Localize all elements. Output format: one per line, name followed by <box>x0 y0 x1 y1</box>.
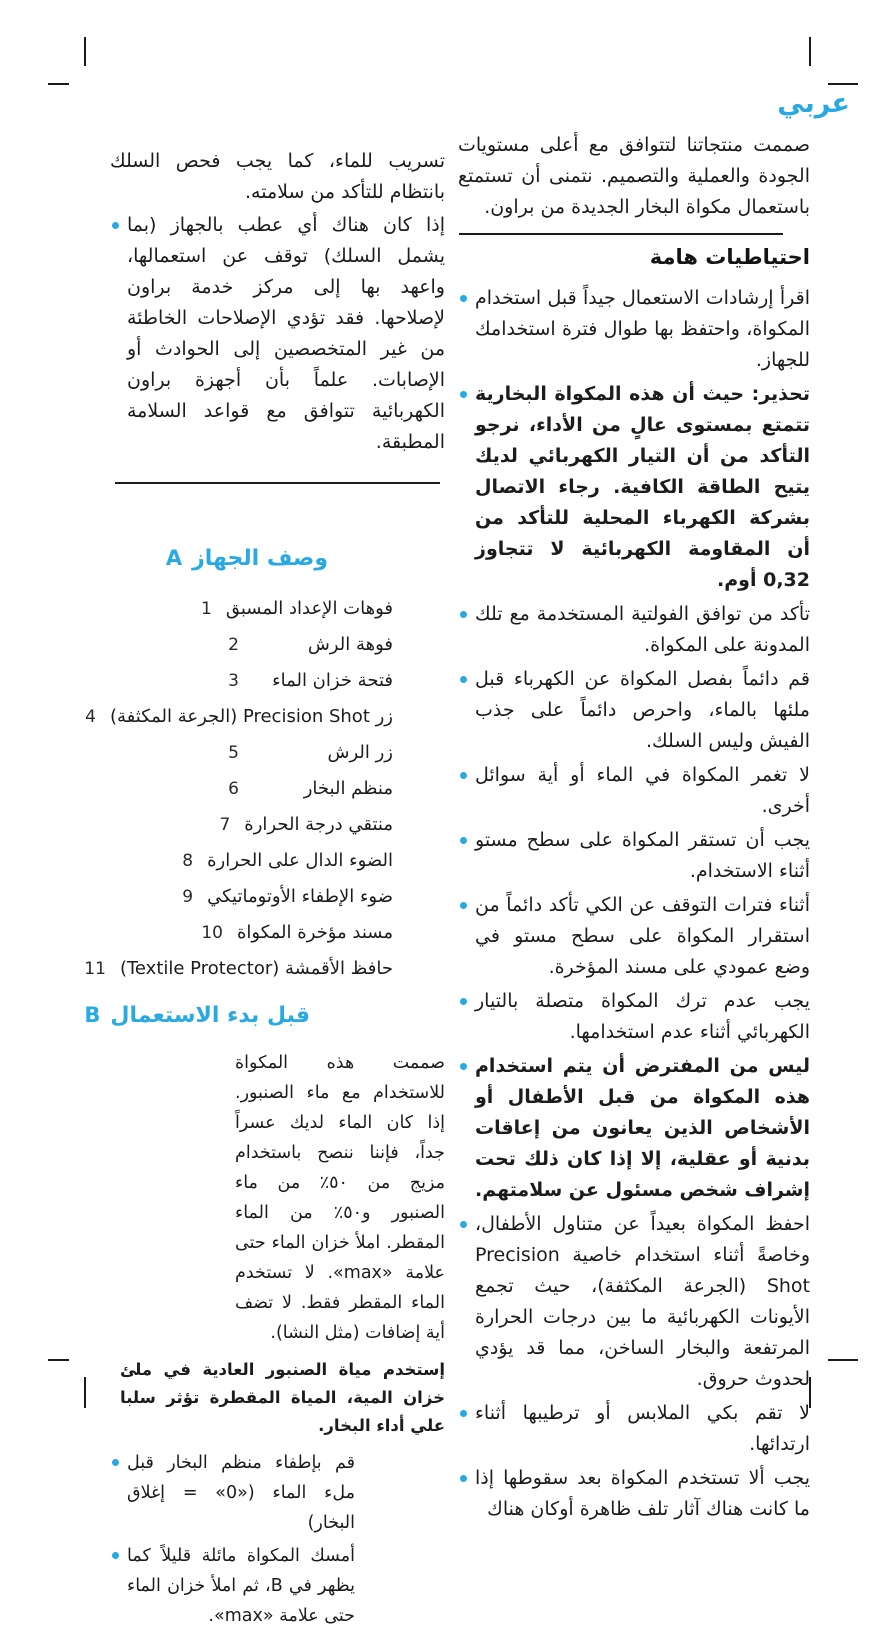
device-parts-list <box>84 591 393 987</box>
device-part-number: 2 <box>228 634 239 655</box>
intro-paragraph: صممت منتجاتنا لتتوافق مع أعلى مستويات الجودة والعملية والتصميم. نتمنى أن تستمتع باستعمال مكواة البخار الجديدة من براون. <box>458 134 810 218</box>
instruction-item <box>110 1448 355 1538</box>
precaution-text: أثناء فترات التوقف عن الكي تأكد دائماً من استقرار المكواة على سطح مستو في وضع عمودي على مسند المؤخرة. <box>475 894 810 978</box>
crop-mark-top-left-horizontal <box>48 83 69 85</box>
precaution-text: اقرأ إرشادات الاستعمال جيداً قبل استخدام المكواة، واحتفظ بها طوال فترة استخدامك للجهاز. <box>475 287 810 371</box>
bullet-icon <box>460 611 467 618</box>
device-part-number: 11 <box>84 958 106 979</box>
device-part-name: زر الرش <box>327 741 393 763</box>
device-part-name: مسند مؤخرة المكواة <box>236 921 393 943</box>
crop-mark-bottom-left-vertical <box>84 1377 86 1408</box>
device-part-name: منتقي درجة الحرارة <box>244 813 393 835</box>
bullet-icon <box>460 1475 467 1482</box>
bullet-icon <box>460 902 467 909</box>
precaution-text: يجب ألا تستخدم المكواة بعد سقوطها إذا ما كانت هناك آثار تلف ظاهرة أوكان هناك <box>475 1467 810 1520</box>
precaution-text: يجب أن تستقر المكواة على سطح مستو أثناء الاستخدام. <box>475 829 810 882</box>
device-part-row <box>110 735 393 771</box>
section-divider-right <box>459 233 783 235</box>
crop-mark-top-right-horizontal <box>828 83 858 85</box>
left-column <box>84 146 446 1634</box>
device-part-number: 8 <box>182 850 194 871</box>
precaution-item-warning <box>458 379 810 596</box>
precaution-text: احفظ المكواة بعيداً عن متناول الأطفال، وخاصةً أثناء استخدام خاصية Precision Shot (الجرعة المكثفة)، حيث تجمع الأيونات الكهربائية ما بين درجات الحرارة المرتفعة والبخار الساخن، مما قد يؤدي لحدوث حروق. <box>475 1213 810 1390</box>
precaution-item <box>458 760 810 822</box>
precaution-text: لا تقم بكي الملابس أو ترطيبها أثناء ارتدائها. <box>475 1402 810 1455</box>
bullet-icon <box>460 998 467 1005</box>
bullet-icon <box>460 295 467 302</box>
precaution-text: لا تغمر المكواة في الماء أو أية سوائل أخرى. <box>475 764 810 817</box>
device-part-name: منظم البخار <box>303 777 393 799</box>
device-part-number: 3 <box>228 670 239 691</box>
precaution-item <box>458 1209 810 1395</box>
precaution-item <box>458 986 810 1048</box>
precautions-list <box>458 283 810 1525</box>
section-b-title: قبل بدء الاستعمال <box>110 1002 310 1028</box>
precaution-text: تحذير: حيث أن هذه المكواة البخارية تتمتع بمستوى عالٍ من الأداء، نرجو التأكد من أن التيار الكهربائي لديك يتيح الطاقة الكافية. رجاء الاتصال بشركة الكهرباء المحلية للتأكد من أن المقاومة الكهربائية لا تتجاوز 0,32 أوم. <box>475 383 810 591</box>
bullet-icon <box>460 1410 467 1417</box>
device-part-number: 5 <box>228 742 239 763</box>
precaution-text: تأكد من توافق الفولتية المستخدمة مع تلك المدونة على المكواة. <box>475 603 810 656</box>
continuation-paragraph: تسريب للماء، كما يجب فحص السلك بانتظام للتأكد من سلامته. <box>110 150 445 203</box>
device-part-row <box>84 951 393 987</box>
precaution-text: ليس من المفترض أن يتم استخدام هذه المكواة من قبل الأطفال أو الأشخاص الذين يعانون من إعاقات بدنية أو عقلية، إلا إذا كان ذلك تحت إشراف شخص مسئول عن سلامتهم. <box>475 1055 810 1201</box>
precaution-item <box>458 599 810 661</box>
section-a-title: وصف الجهاز <box>192 546 328 571</box>
precaution-text: إذا كان هناك أي عطب بالجهاز (بما يشمل السلك) توقف عن استعمالها، واعهد بها إلى مركز خدمة براون لإصلاحها. فقد تؤدي الإصلاحات الخاطئة من غير المتخصصين إلى الحوادث أو الإصابات. علماً بأن أجهزة براون الكهربائية تتوافق مع قواعد السلامة المطبقة. <box>127 214 445 453</box>
precaution-item <box>458 664 810 757</box>
precaution-item <box>458 1398 810 1460</box>
section-b-intro: صممت هذه المكواة للاستخدام مع ماء الصنبور. إذا كان الماء لديك عسراً جداً، فإننا ننصح باستخدام مزيج من ٥٠٪ من ماء الصنبور و٥٠٪ من الماء المقطر. املأ خزان الماء حتى علامة «max». لا تستخدم الماء المقطر فقط. لا تضف أية إضافات (مثل النشا). <box>235 1052 446 1343</box>
device-part-number: 10 <box>201 922 223 943</box>
device-part-row <box>110 591 393 627</box>
crop-mark-top-right-vertical <box>809 37 811 66</box>
device-part-row <box>110 807 393 843</box>
section-a-heading <box>166 546 328 571</box>
instruction-item <box>110 1541 355 1631</box>
device-part-row <box>110 843 393 879</box>
precaution-item <box>458 283 810 376</box>
bullet-icon <box>460 837 467 844</box>
device-part-row <box>110 771 393 807</box>
device-part-number: 6 <box>228 778 239 799</box>
page-language-heading: عربي <box>777 88 850 119</box>
instruction-text: أمسك المكواة مائلة قليلاً كما يظهر في B، ثم املأ خزان الماء حتى علامة «max». <box>127 1545 355 1626</box>
bullet-icon <box>112 222 119 229</box>
device-part-name: فتحة خزان الماء <box>272 669 393 691</box>
device-part-name: الضوء الدال على الحرارة <box>207 849 393 871</box>
section-a-letter: A <box>165 546 183 570</box>
instruction-text: قم بإطفاء منظم البخار قبل ملء الماء («0» = إغلاق البخار) <box>127 1452 355 1533</box>
device-part-number: 7 <box>219 814 231 835</box>
device-part-row <box>85 699 393 735</box>
crop-mark-top-left-vertical <box>84 37 86 66</box>
precaution-item-warning <box>458 1051 810 1206</box>
device-part-name: فوهة الرش <box>307 633 393 655</box>
section-divider-left <box>115 482 440 484</box>
device-part-name: حافظ الأقمشة (Textile Protector) <box>119 957 393 979</box>
device-part-row <box>110 879 393 915</box>
precaution-item <box>110 210 445 458</box>
bullet-icon <box>460 1221 467 1228</box>
crop-mark-bottom-left-horizontal <box>48 1359 69 1361</box>
precaution-text: يجب عدم ترك المكواة متصلة بالتيار الكهربائي أثناء عدم استخدامها. <box>475 990 810 1043</box>
crop-mark-bottom-right-horizontal <box>828 1359 858 1361</box>
device-part-number: 4 <box>85 706 96 727</box>
device-part-row <box>110 663 393 699</box>
device-part-name: زر Precision Shot (الجرعة المكثفة) <box>110 705 393 727</box>
continuation-list <box>110 210 445 458</box>
bullet-icon <box>460 772 467 779</box>
right-column <box>458 130 810 1528</box>
section-b-list <box>110 1448 445 1631</box>
bullet-icon <box>112 1552 119 1559</box>
precaution-item <box>458 890 810 983</box>
device-part-row <box>110 627 393 663</box>
precaution-text: قم دائماً بفصل المكواة عن الكهرباء قبل ملئها بالماء، واحرص دائماً على جذب الفيش وليس السلك. <box>475 668 810 752</box>
device-part-name: ضوء الإطفاء الأوتوماتيكي <box>207 885 393 907</box>
bullet-icon <box>460 1063 467 1070</box>
bullet-icon <box>460 676 467 683</box>
precautions-heading: احتياطيات هامة <box>649 245 810 269</box>
precaution-item <box>458 825 810 887</box>
section-b-note: إستخدم مياة الصنبور العادية في ملئ خزان المية، المياة المقطرة تؤثر سلبا علي أداء البخار. <box>120 1359 445 1435</box>
section-b-letter: B <box>84 1002 101 1027</box>
device-part-number: 9 <box>182 886 194 907</box>
device-part-name: فوهات الإعداد المسبق <box>225 597 393 619</box>
device-part-row <box>110 915 393 951</box>
bullet-icon <box>112 1459 119 1466</box>
device-part-number: 1 <box>201 598 212 619</box>
bullet-icon <box>460 391 467 398</box>
section-b-heading <box>84 1003 310 1028</box>
precaution-item <box>458 1463 810 1525</box>
